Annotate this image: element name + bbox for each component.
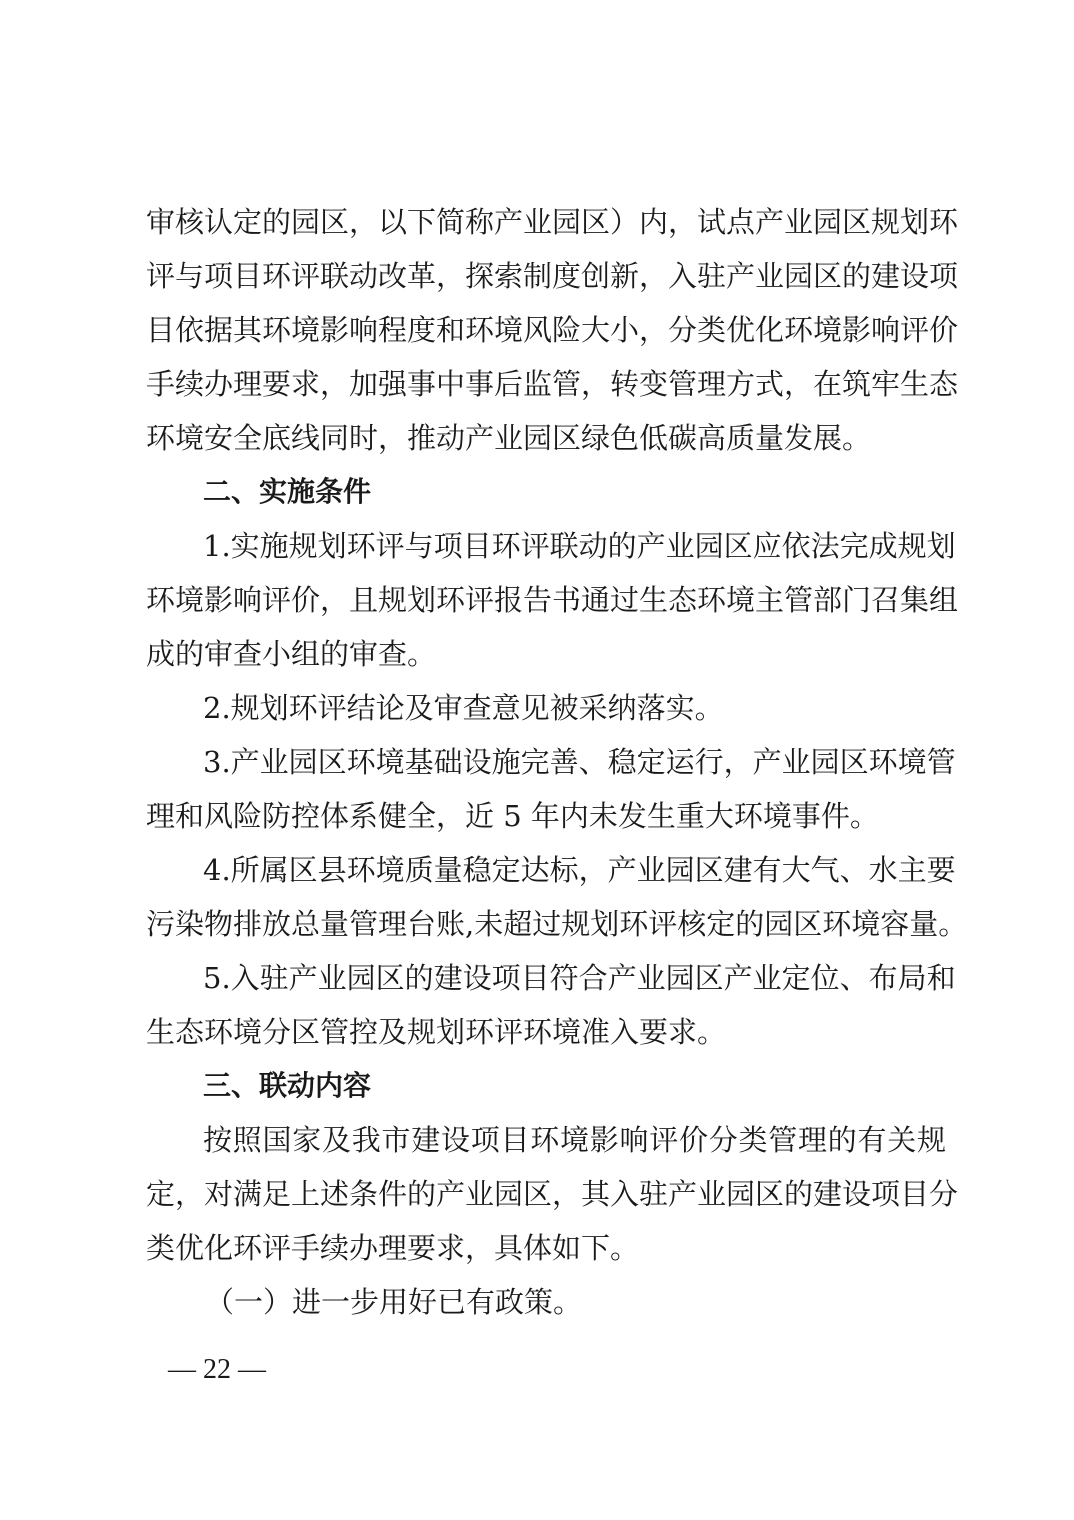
paragraph-line: 3.产业园区环境基础设施完善、稳定运行，产业园区环境管 <box>203 745 956 779</box>
paragraph-line: 生态环境分区管控及规划环评环境准入要求。 <box>146 1015 727 1049</box>
section-heading: 二、实施条件 <box>203 475 372 508</box>
subsection-heading: （一）进一步用好已有政策。 <box>205 1285 583 1319</box>
paragraph-line: 类优化环评手续办理要求，具体如下。 <box>146 1231 640 1265</box>
paragraph-line: 定，对满足上述条件的产业园区，其入驻产业园区的建设项目分 <box>146 1177 959 1211</box>
paragraph-line: 理和风险防控体系健全，近 5 年内未发生重大环境事件。 <box>146 799 879 833</box>
section-heading: 三、联动内容 <box>203 1069 372 1102</box>
paragraph-line: 环境影响评价，且规划环评报告书通过生态环境主管部门召集组 <box>146 583 959 617</box>
paragraph-line: 目依据其环境影响程度和环境风险大小，分类优化环境影响评价 <box>146 313 959 347</box>
paragraph-line: 按照国家及我市建设项目环境影响评价分类管理的有关规 <box>203 1123 946 1157</box>
paragraph-line: 1.实施规划环评与项目环评联动的产业园区应依法完成规划 <box>203 529 956 563</box>
paragraph-line: 4.所属区县环境质量稳定达标，产业园区建有大气、水主要 <box>203 853 956 887</box>
paragraph-line: 环境安全底线同时，推动产业园区绿色低碳高质量发展。 <box>146 421 872 455</box>
paragraph-line: 2.规划环评结论及审查意见被采纳落实。 <box>203 691 724 725</box>
paragraph-line: 成的审查小组的审查。 <box>146 637 437 671</box>
page-number: — 22 — <box>168 1354 266 1385</box>
paragraph-line: 审核认定的园区，以下简称产业园区）内，试点产业园区规划环 <box>146 205 959 239</box>
paragraph-line: 5.入驻产业园区的建设项目符合产业园区产业定位、布局和 <box>203 961 956 995</box>
paragraph-line: 污染物排放总量管理台账,未超过规划环评核定的园区环境容量。 <box>146 907 968 941</box>
paragraph-line: 手续办理要求，加强事中事后监管，转变管理方式，在筑牢生态 <box>146 367 959 401</box>
paragraph-line: 评与项目环评联动改革，探索制度创新，入驻产业园区的建设项 <box>146 259 959 293</box>
